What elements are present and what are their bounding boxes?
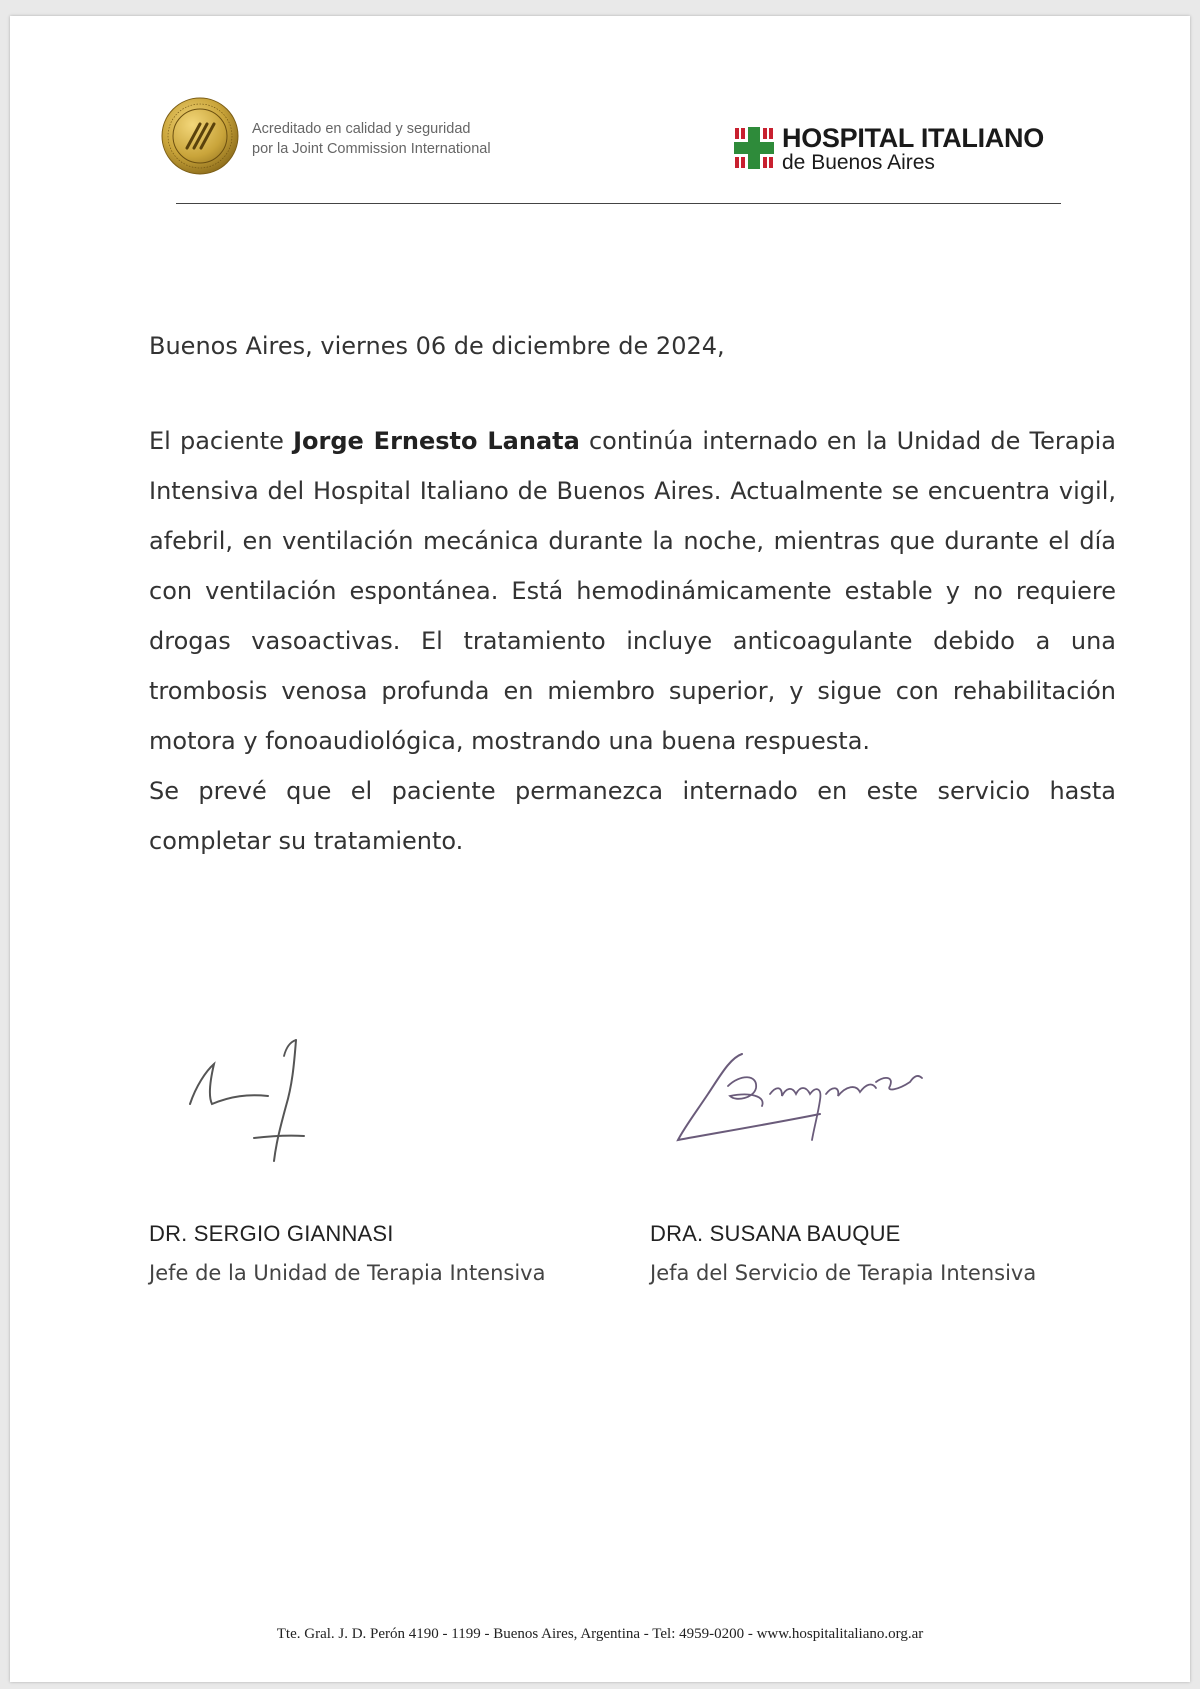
accreditation-text [252,119,491,159]
hospital-subtitle: de Buenos Aires [782,151,935,174]
hospital-cross-icon [734,127,774,169]
patient-name: Jorge Ernesto Lanata [293,427,580,455]
signer-name: DR. SERGIO GIANNASI [149,1221,394,1246]
letter-page [10,16,1190,1682]
signer-role: Jefe de la Unidad de Terapia Intensiva [149,1261,546,1285]
letter-body [149,416,1116,866]
signer-block-2 [650,1221,1036,1285]
paragraph-1-rest: continúa internado en la Unidad de Terapia Intensiva del Hospital Italiano de Buenos Aires. Actualmente se encuentra vigil, afebril, en ventilación mecánica durante la noche, mientras que durante el día con ventilación espontánea. Está hemodinámicamente estable y no requiere drogas vasoactivas. El tratamiento incluye anticoagulante debido a una trombosis venosa profunda en miembro superior, y sigue con rehabilitación motora y fonoaudiológica, mostrando una buena respuesta. [149,427,1117,755]
signer-block-1 [149,1221,545,1285]
accreditation-line-1: Acreditado en calidad y seguridad [252,121,471,137]
hospital-name: HOSPITAL ITALIANO [782,123,1044,153]
joint-commission-seal-icon [160,96,240,176]
signer-role: Jefa del Servicio de Terapia Intensiva [650,1261,1037,1285]
paragraph-2: Se prevé que el paciente permanezca internado en este servicio hasta completar su tratamiento. [149,777,1116,855]
letter-date: Buenos Aires, viernes 06 de diciembre de 2024, [149,332,725,360]
signature-giannasi [186,1026,346,1166]
signer-name: DRA. SUSANA BAUQUE [650,1221,901,1246]
header-divider [176,203,1061,204]
paragraph-1 [149,416,1116,766]
paragraph-1-prefix: El paciente [149,427,294,455]
accreditation-line-2: por la Joint Commission International [252,141,491,157]
signature-bauque [670,1036,940,1156]
footer-address: Tte. Gral. J. D. Perón 4190 - 1199 - Buenos Aires, Argentina - Tel: 4959-0200 - www.hospitalitaliano.org.ar [276,1626,924,1642]
